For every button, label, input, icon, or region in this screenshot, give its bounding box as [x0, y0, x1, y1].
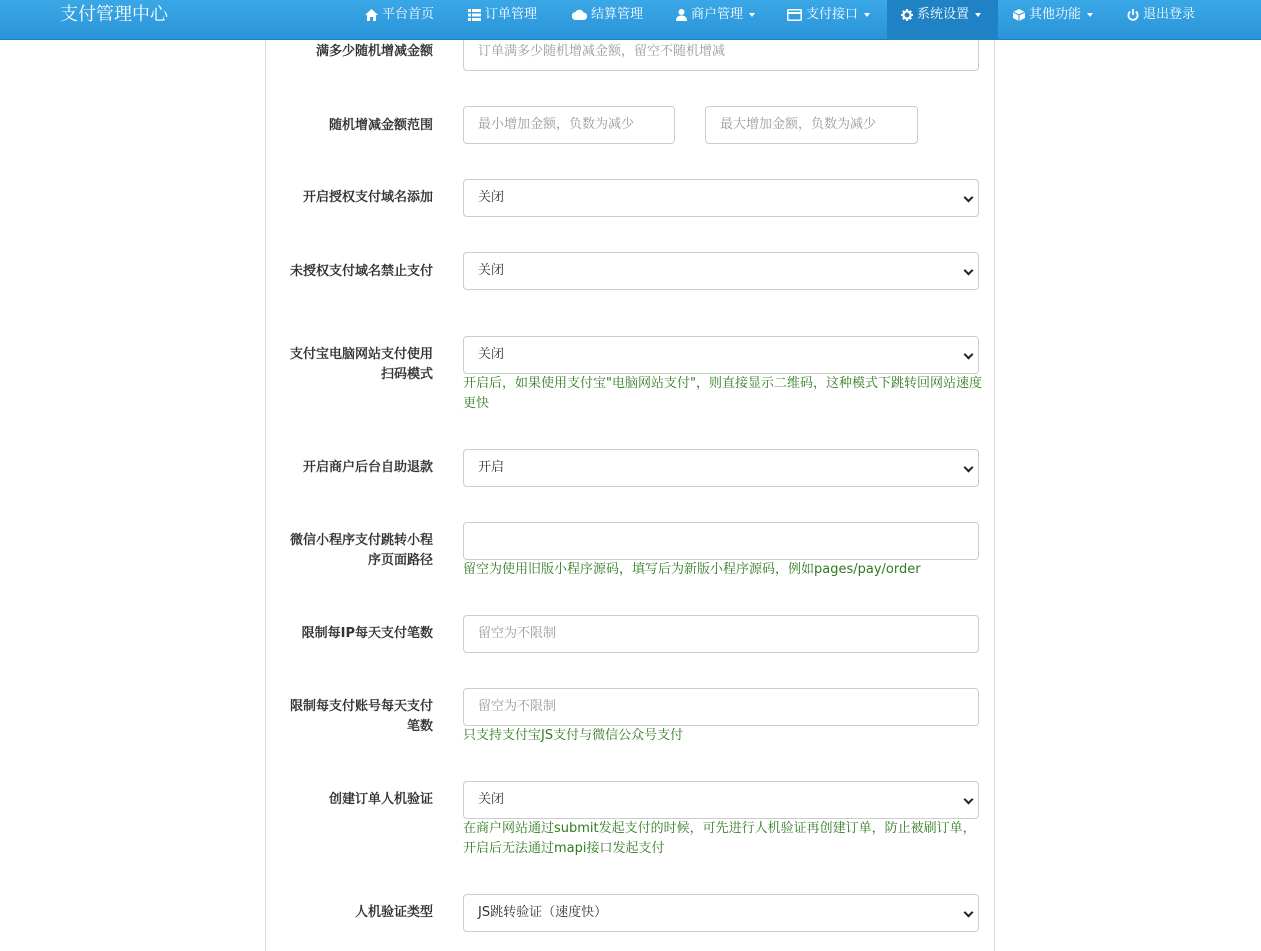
nav-other-functions-label: 其他功能 — [1029, 7, 1082, 22]
captcha-select[interactable] — [463, 781, 979, 819]
nav-merchants-label: 商户管理 — [691, 7, 744, 22]
captcha-help: 在商户网站通过submit发起支付的时候，可先进行人机验证再创建订单，防止被刷订单，开启后无法通过mapi接口发起支付 — [463, 821, 976, 856]
captcha-value: 关闭 — [478, 792, 505, 807]
gear-icon — [901, 9, 913, 21]
merchant-refund-label: 开启商户后台自助退款 — [302, 460, 433, 475]
auth-domain-add-select[interactable] — [463, 179, 979, 217]
ip-daily-limit-input[interactable]: 留空为不限制 — [463, 615, 979, 653]
nav-payment-interface-label: 支付接口 — [806, 7, 859, 22]
cloud-icon — [572, 9, 587, 20]
nav-settlement-label: 结算管理 — [591, 7, 644, 22]
nav-logout-label: 退出登录 — [1143, 7, 1196, 22]
random-range-label: 随机增减金额范围 — [328, 118, 433, 133]
top-navbar — [0, 0, 1261, 40]
captcha-type-select[interactable] — [463, 894, 979, 932]
chevron-down-icon — [975, 13, 981, 17]
nav-logout[interactable] — [1127, 0, 1195, 40]
alipay-qr-mode-help: 开启后，如果使用支付宝"电脑网站支付"，则直接显示二维码，这种模式下跳转回网站速度更快 — [463, 376, 982, 411]
cube-icon — [1013, 9, 1025, 21]
brand-title[interactable]: 支付管理中心 — [60, 4, 168, 25]
nav-system-settings-label: 系统设置 — [917, 7, 970, 22]
nav-settlement[interactable] — [572, 0, 643, 40]
miniprogram-path-label: 微信小程序支付跳转小程序页面路径 — [289, 533, 433, 568]
captcha-label: 创建订单人机验证 — [328, 792, 433, 807]
nav-merchants[interactable] — [676, 0, 755, 40]
unauth-domain-forbid-select[interactable] — [463, 252, 979, 290]
list-icon — [468, 9, 481, 21]
nav-other-functions[interactable] — [1013, 0, 1093, 40]
nav-system-settings[interactable] — [887, 0, 998, 40]
nav-payment-interface[interactable] — [787, 0, 870, 40]
captcha-type-label: 人机验证类型 — [354, 905, 433, 920]
nav-home-label: 平台首页 — [382, 7, 435, 22]
random-range-max-input[interactable]: 最大增加金额，负数为减少 — [705, 106, 918, 144]
auth-domain-add-value: 关闭 — [478, 190, 505, 205]
chevron-down-icon — [1087, 13, 1093, 17]
account-daily-limit-label: 限制每支付账号每天支付笔数 — [289, 699, 433, 734]
nav-home[interactable] — [365, 0, 434, 40]
merchant-refund-value: 开启 — [478, 460, 505, 475]
credit-card-icon — [787, 9, 802, 21]
merchant-refund-select[interactable] — [463, 449, 979, 487]
nav-orders[interactable] — [468, 0, 537, 40]
account-daily-limit-help: 只支持支付宝JS支付与微信公众号支付 — [463, 728, 684, 743]
home-icon — [365, 9, 378, 21]
captcha-type-value: JS跳转验证（速度快） — [478, 905, 608, 920]
alipay-qr-mode-label: 支付宝电脑网站支付使用扫码模式 — [289, 347, 433, 382]
random-threshold-input[interactable]: 订单满多少随机增减金额，留空不随机增减 — [463, 33, 979, 71]
random-threshold-label: 满多少随机增减金额 — [315, 44, 433, 59]
miniprogram-path-input[interactable] — [463, 522, 979, 560]
random-range-min-input[interactable]: 最小增加金额，负数为减少 — [463, 106, 675, 144]
unauth-domain-forbid-value: 关闭 — [478, 263, 505, 278]
power-icon — [1127, 9, 1139, 21]
chevron-down-icon — [864, 13, 870, 17]
ip-daily-limit-label: 限制每IP每天支付笔数 — [301, 626, 433, 641]
auth-domain-add-label: 开启授权支付域名添加 — [302, 190, 433, 205]
user-icon — [676, 9, 687, 21]
chevron-down-icon — [749, 13, 755, 17]
alipay-qr-mode-select[interactable] — [463, 336, 979, 374]
account-daily-limit-input[interactable]: 留空为不限制 — [463, 688, 979, 726]
unauth-domain-forbid-label: 未授权支付域名禁止支付 — [289, 264, 433, 279]
nav-orders-label: 订单管理 — [485, 7, 538, 22]
alipay-qr-mode-value: 关闭 — [478, 347, 505, 362]
miniprogram-path-help: 留空为使用旧版小程序源码，填写后为新版小程序源码，例如pages/pay/order — [463, 562, 921, 577]
